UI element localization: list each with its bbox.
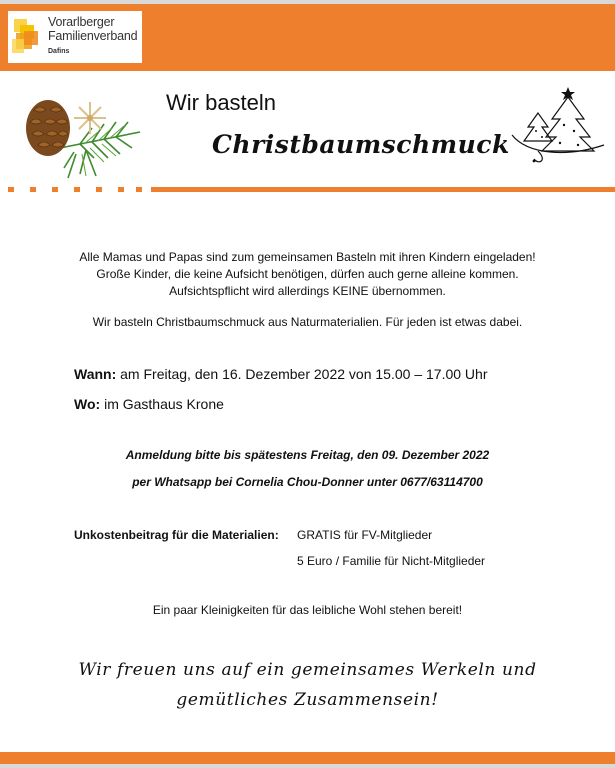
when-label: Wann:: [74, 366, 117, 382]
divider-dash: [8, 187, 14, 192]
registration-line-2: per Whatsapp bei Cornelia Chou-Donner unter 0677/63114700: [132, 475, 483, 489]
where-value: im Gasthaus Krone: [104, 396, 224, 412]
pinecone-star-branch-icon: [20, 88, 146, 184]
header-divider: [8, 185, 615, 193]
christmas-trees-icon: [508, 85, 608, 165]
logo-text: [48, 15, 137, 59]
cost-label: Unkostenbeitrag für die Materialien:: [74, 528, 279, 542]
divider-dash: [52, 187, 58, 192]
event-where: [74, 396, 224, 412]
top-orange-band: [0, 0, 615, 71]
divider-line: [151, 187, 615, 192]
closing-line-2: gemütliches Zusammensein!: [176, 690, 439, 710]
logo-line-1: Vorarlberger: [48, 15, 115, 29]
intro-line-2: Große Kinder, die keine Aufsicht benötigen, dürfen auch gerne alleine kommen.: [96, 267, 519, 281]
registration-line-1: Anmeldung bitte bis spätestens Freitag, den 09. Dezember 2022: [125, 448, 490, 462]
bottom-grey-edge: [0, 764, 615, 768]
divider-dash: [30, 187, 36, 192]
stacked-squares-logo-icon: [12, 17, 44, 57]
cost-members: GRATIS für FV-Mitglieder: [297, 528, 433, 542]
divider-dash: [74, 187, 80, 192]
divider-dash: [118, 187, 124, 192]
intro-line-1: Alle Mamas und Papas sind zum gemeinsamen Basteln mit ihren Kindern eingeladen!: [79, 250, 536, 264]
top-grey-edge: [0, 0, 615, 4]
where-label: Wo:: [74, 396, 101, 412]
cost-non-members: 5 Euro / Familie für Nicht-Mitglieder: [297, 554, 486, 568]
event-when: [74, 366, 487, 382]
divider-dash: [96, 187, 102, 192]
closing-line-1: Wir freuen uns auf ein gemeinsames Werkeln und: [78, 660, 537, 680]
intro-line-4: Wir basteln Christbaumschmuck aus Naturmaterialien. Für jeden ist etwas dabei.: [92, 315, 523, 329]
organization-logo: [8, 11, 142, 63]
divider-dash: [136, 187, 142, 192]
logo-line-3: Dafins: [48, 48, 70, 55]
intro-line-3: Aufsichtspflicht wird allerdings KEINE übernommen.: [169, 284, 446, 298]
refreshments-note: Ein paar Kleinigkeiten für das leibliche Wohl stehen bereit!: [152, 603, 463, 617]
page-title: Christbaumschmuck: [212, 130, 510, 159]
when-value: am Freitag, den 16. Dezember 2022 von 15.00 – 17.00 Uhr: [120, 366, 488, 382]
logo-line-2: Familienverband: [48, 29, 138, 43]
bottom-orange-band: [0, 752, 615, 768]
intro-paragraph: [60, 249, 555, 300]
title-line-1: Wir basteln: [166, 90, 277, 115]
